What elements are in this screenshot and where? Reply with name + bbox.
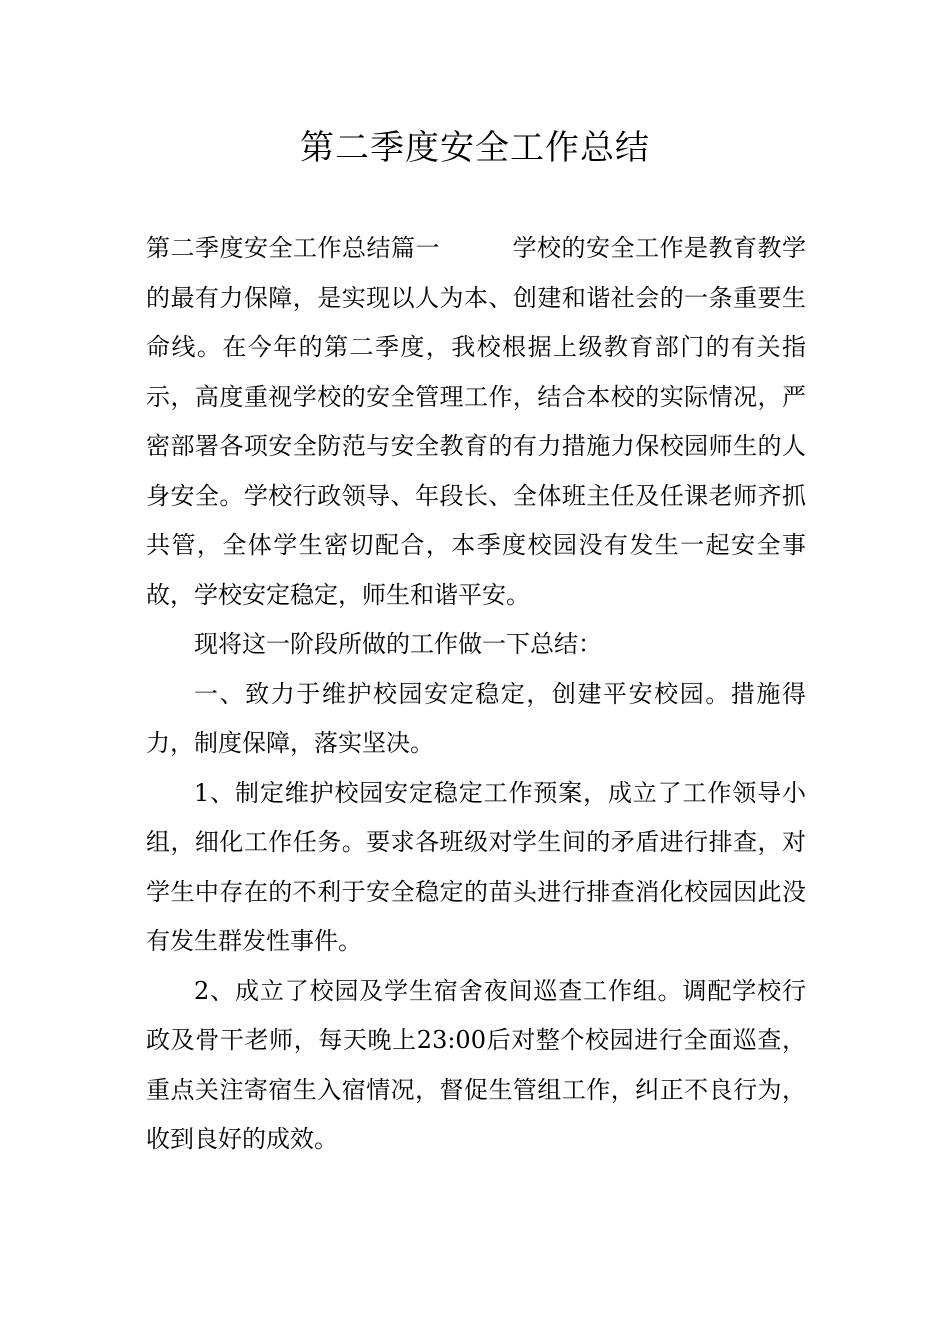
intro-text: 学校的安全工作是教育教学的最有力保障，是实现以人为本、创建和谐社会的一条重要生命线。在今年的第二季度，我校根据上级教育部门的有关指示，高度重视学校的安全管理工作，结合本校的实际情况，严密部署各项安全防范与安全教育的有力措施力保校园师生的人身安全。学校行政领导、年段长、全体班主任及任课老师齐抓共管，全体学生密切配合，本季度校园没有发生一起安全事故，学校安定稳定，师生和谐平安。 — [146, 234, 806, 609]
intro-paragraph — [146, 224, 806, 620]
document-title: 第二季度安全工作总结 — [300, 128, 650, 168]
item-two-paragraph: 2、成立了校园及学生宿舍夜间巡查工作组。调配学校行政及骨干老师，每天晚上23:00后对整个校园进行全面巡查，重点关注寄宿生入宿情况，督促生管组工作，纠正不良行为，收到良好的成效。 — [146, 976, 806, 1153]
section-one-heading: 一、致力于维护校园安定稳定，创建平安校园。措施得力，制度保障，落实坚决。 — [146, 679, 806, 757]
intro-heading: 第二季度安全工作总结篇一 — [146, 234, 440, 262]
summary-lead-paragraph: 现将这一阶段所做的工作做一下总结： — [194, 630, 602, 658]
item-one-paragraph: 1、制定维护校园安定稳定工作预案，成立了工作领导小组，细化工作任务。要求各班级对学生间的矛盾进行排查，对学生中存在的不利于安全稳定的苗头进行排查消化校园因此没有发生群发性事件。 — [146, 778, 806, 955]
document-body — [146, 224, 806, 1165]
